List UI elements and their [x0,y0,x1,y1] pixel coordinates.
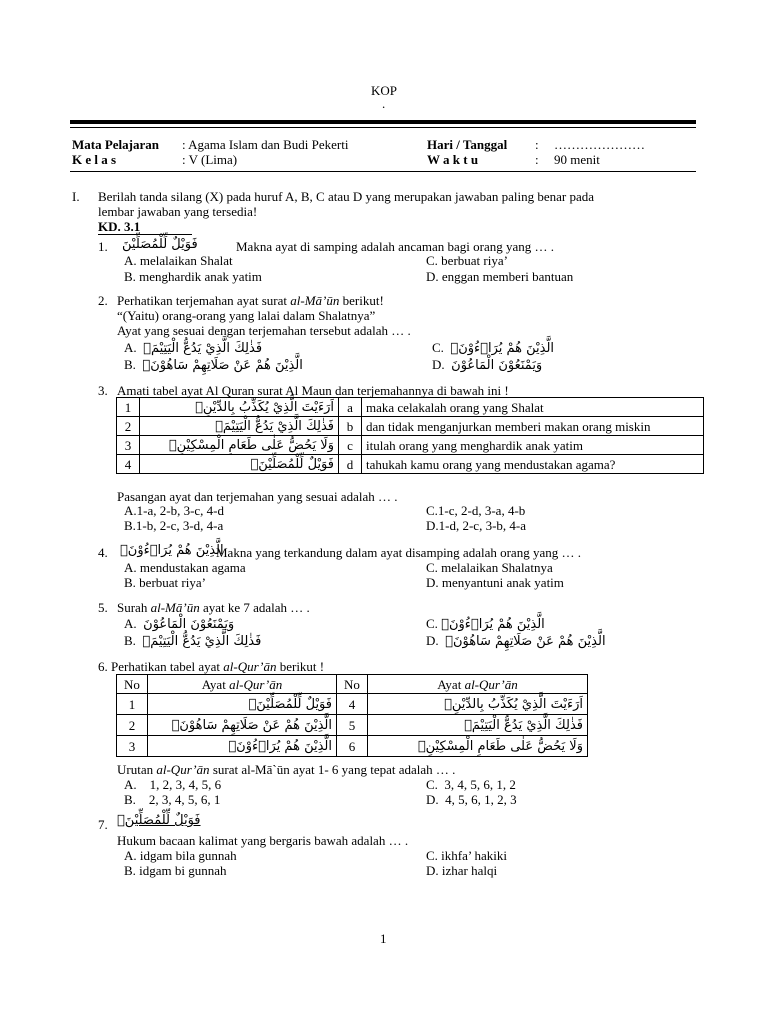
table-row [117,398,704,417]
header-rule-thick [70,120,696,124]
instruction-line1: Berilah tanda silang (X) pada huruf A, B, C atau D yang merupakan jawaban paling benar pada [98,189,594,204]
q2-number: 2. [98,293,108,308]
kop-dot: . [382,96,386,111]
q6-row1-no1: 1 [117,694,148,715]
date-value: ………………… [554,137,645,152]
q4-option-c[interactable]: C. melalaikan Shalatnya [426,560,553,575]
q3-row4-ayat: فَوَيْلٌ لِّلْمُصَلِّيْنَۙ [140,455,339,474]
q3-row3-letter: c [339,436,362,455]
q7-option-a[interactable]: A. idgam bila gunnah [124,848,237,863]
table-row [117,455,704,474]
q6-row1-ayat1: فَوَيْلٌ لِّلْمُصَلِّيْنَۙ [148,694,337,715]
q3-row3-ayat: وَلَا يَحُضُّ عَلٰى طَعَامِ الْمِسْكِيْنِۗ [140,436,339,455]
q6-row1-ayat2: اَرَءَيْتَ الَّذِيْ يُكَذِّبُ بِالدِّيْنِۗ [368,694,588,715]
q4-option-d[interactable]: D. menyantuni anak yatim [426,575,564,590]
q4-option-b[interactable]: B. berbuat riya’ [124,575,206,590]
q3-row4-letter: d [339,455,362,474]
q2-text: Perhatikan terjemahan ayat surat al-Mā’ūn berikut! [117,293,384,308]
q3-row1-no: 1 [117,398,140,417]
time-value: 90 menit [554,152,600,167]
q1-text: Makna ayat di samping adalah ancaman bagi orang yang … . [236,239,555,254]
q6-text: 6. Perhatikan tabel ayat al-Qur’ān berikut ! [98,659,325,674]
table-row [117,694,588,715]
kop-title: KOP [371,83,398,98]
q3-ask: Pasangan ayat dan terjemahan yang sesuai adalah … . [117,489,398,504]
time-colon: : [535,152,539,167]
q2-option-a[interactable]: A. فَذٰلِكَ الَّذِيْ يَدُعُّ الْيَتِيْمَۙ [124,340,263,356]
q7-arabic: فَوَيْلٌ لِّلْمُصَلِّيْنَۙ [117,813,201,828]
q4-option-a[interactable]: A. mendustakan agama [124,560,246,575]
q2-quote: “(Yaitu) orang-orang yang lalai dalam Shalatnya” [117,308,376,323]
q4-arabic: الَّذِيْنَ هُمْ يُرَاۤءُوْنَۙ [120,543,224,558]
table-row [117,736,588,757]
q6-option-b[interactable]: B. 2, 3, 4, 5, 6, 1 [124,792,221,807]
date-colon: : [535,137,539,152]
q6-row2-no1: 2 [117,715,148,736]
q3-row2-translation: dan tidak menganjurkan memberi makan orang miskin [362,417,704,436]
q1-option-d[interactable]: D. enggan memberi bantuan [426,269,574,284]
q3-row1-translation: maka celakalah orang yang Shalat [362,398,704,417]
q6-row3-no1: 3 [117,736,148,757]
table-row [117,715,588,736]
table-row [117,417,704,436]
q5-number: 5. [98,600,108,615]
class-value: : V (Lima) [182,152,238,167]
q6-row2-no2: 5 [337,715,368,736]
section-number: I. [72,189,80,204]
q1-arabic: فَوَيْلٌ لِّلْمُصَلِّيْنَ [122,237,198,252]
q6-row1-no2: 4 [337,694,368,715]
q1-number: 1. [98,239,108,254]
q6-table [116,674,588,757]
q3-row4-no: 4 [117,455,140,474]
q7-text: Hukum bacaan kalimat yang bergaris bawah adalah … . [117,833,409,848]
table-row [117,675,588,694]
q3-row1-ayat: اَرَءَيْتَ الَّذِيْ يُكَذِّبُ بِالدِّيْنِۗ [140,398,339,417]
page-number: 1 [380,931,387,946]
q4-text: Makna yang terkandung dalam ayat disamping adalah orang yang … . [216,545,581,560]
q6-option-c[interactable]: C. 3, 4, 5, 6, 1, 2 [426,777,516,792]
q6-col-ayat-2: Ayat al-Qur’ān [368,675,588,694]
q2-option-b[interactable]: B. الَّذِيْنَ هُمْ عَنْ صَلَاتِهِمْ سَاهُوْنَۙ [124,357,303,373]
subject-value: : Agama Islam dan Budi Pekerti [182,137,349,152]
q3-option-d[interactable]: D.1-d, 2-c, 3-b, 4-a [426,518,526,533]
q6-col-ayat-1: Ayat al-Qur’ān [148,675,337,694]
q3-row2-ayat: فَذٰلِكَ الَّذِيْ يَدُعُّ الْيَتِيْمَۙ [140,417,339,436]
q3-text: Amati tabel ayat Al Quran surat Al Maun dan terjemahannya di bawah ini ! [117,383,509,398]
q3-row3-translation: itulah orang yang menghardik anak yatim [362,436,704,455]
q6-row2-ayat1: الَّذِيْنَ هُمْ عَنْ صَلَاتِهِمْ سَاهُوْنَۙ [148,715,337,736]
q7-option-b[interactable]: B. idgam bi gunnah [124,863,227,878]
q3-option-c[interactable]: C.1-c, 2-d, 3-a, 4-b [426,503,526,518]
q6-col-no-2: No [337,675,368,694]
q3-row2-letter: b [339,417,362,436]
q6-option-a[interactable]: A. 1, 2, 3, 4, 5, 6 [124,777,222,792]
q3-table [116,397,704,474]
q3-option-a[interactable]: A.1-a, 2-b, 3-c, 4-d [124,503,224,518]
subject-label: Mata Pelajaran [72,137,160,152]
q6-row3-no2: 6 [337,736,368,757]
q5-option-a[interactable]: A. وَيَمْنَعُوْنَ الْمَاعُوْنَ [124,616,235,632]
q3-number: 3. [98,383,108,398]
q7-number: 7. [98,817,108,832]
kd-label: KD. 3.1 [98,219,192,235]
instruction-line2: lembar jawaban yang tersedia! [98,204,258,219]
q3-option-b[interactable]: B.1-b, 2-c, 3-d, 4-a [124,518,224,533]
q3-row2-no: 2 [117,417,140,436]
header-rule-thin [70,127,696,128]
q5-option-d[interactable]: D. الَّذِيْنَ هُمْ عَنْ صَلَاتِهِمْ سَاهُوْنَۙ [426,633,606,649]
q7-option-d[interactable]: D. izhar halqi [426,863,498,878]
q1-option-c[interactable]: C. berbuat riya’ [426,253,508,268]
table-row [117,436,704,455]
q2-option-d[interactable]: D. وَيَمْنَعُوْنَ الْمَاعُوْنَ [432,357,543,373]
q3-row3-no: 3 [117,436,140,455]
q2-ask: Ayat yang sesuai dengan terjemahan tersebut adalah … . [117,323,411,338]
q6-option-d[interactable]: D. 4, 5, 6, 1, 2, 3 [426,792,517,807]
q2-option-c[interactable]: C. الَّذِيْنَ هُمْ يُرَاۤءُوْنَۙ [432,340,555,356]
q7-option-c[interactable]: C. ikhfa’ hakiki [426,848,507,863]
q5-option-c[interactable]: C. الَّذِيْنَ هُمْ يُرَاۤءُوْنَۙ [426,616,545,632]
q4-number: 4. [98,545,108,560]
q3-row4-translation: tahukah kamu orang yang mendustakan agama? [362,455,704,474]
q6-ask: Urutan al-Qur’ān surat al-Mā`ūn ayat 1- 6 yang tepat adalah … . [117,762,456,777]
q3-row1-letter: a [339,398,362,417]
class-label: K e l a s [72,152,117,167]
q1-option-a[interactable]: A. melalaikan Shalat [124,253,233,268]
info-rule [70,171,696,172]
date-label: Hari / Tanggal [427,137,508,152]
q6-row2-ayat2: فَذٰلِكَ الَّذِيْ يَدُعُّ الْيَتِيْمَۙ [368,715,588,736]
q5-text: Surah al-Mā’ūn ayat ke 7 adalah … . [117,600,310,615]
q6-row3-ayat1: الَّذِيْنَ هُمْ يُرَاۤءُوْنَۙ [148,736,337,757]
q6-col-no-1: No [117,675,148,694]
q1-option-b[interactable]: B. menghardik anak yatim [124,269,262,284]
time-label: W a k t u [427,152,479,167]
q6-row3-ayat2: وَلَا يَحُضُّ عَلٰى طَعَامِ الْمِسْكِيْنِۗ [368,736,588,757]
q5-option-b[interactable]: B. فَذٰلِكَ الَّذِيْ يَدُعُّ الْيَتِيْمَۙ [124,633,262,649]
